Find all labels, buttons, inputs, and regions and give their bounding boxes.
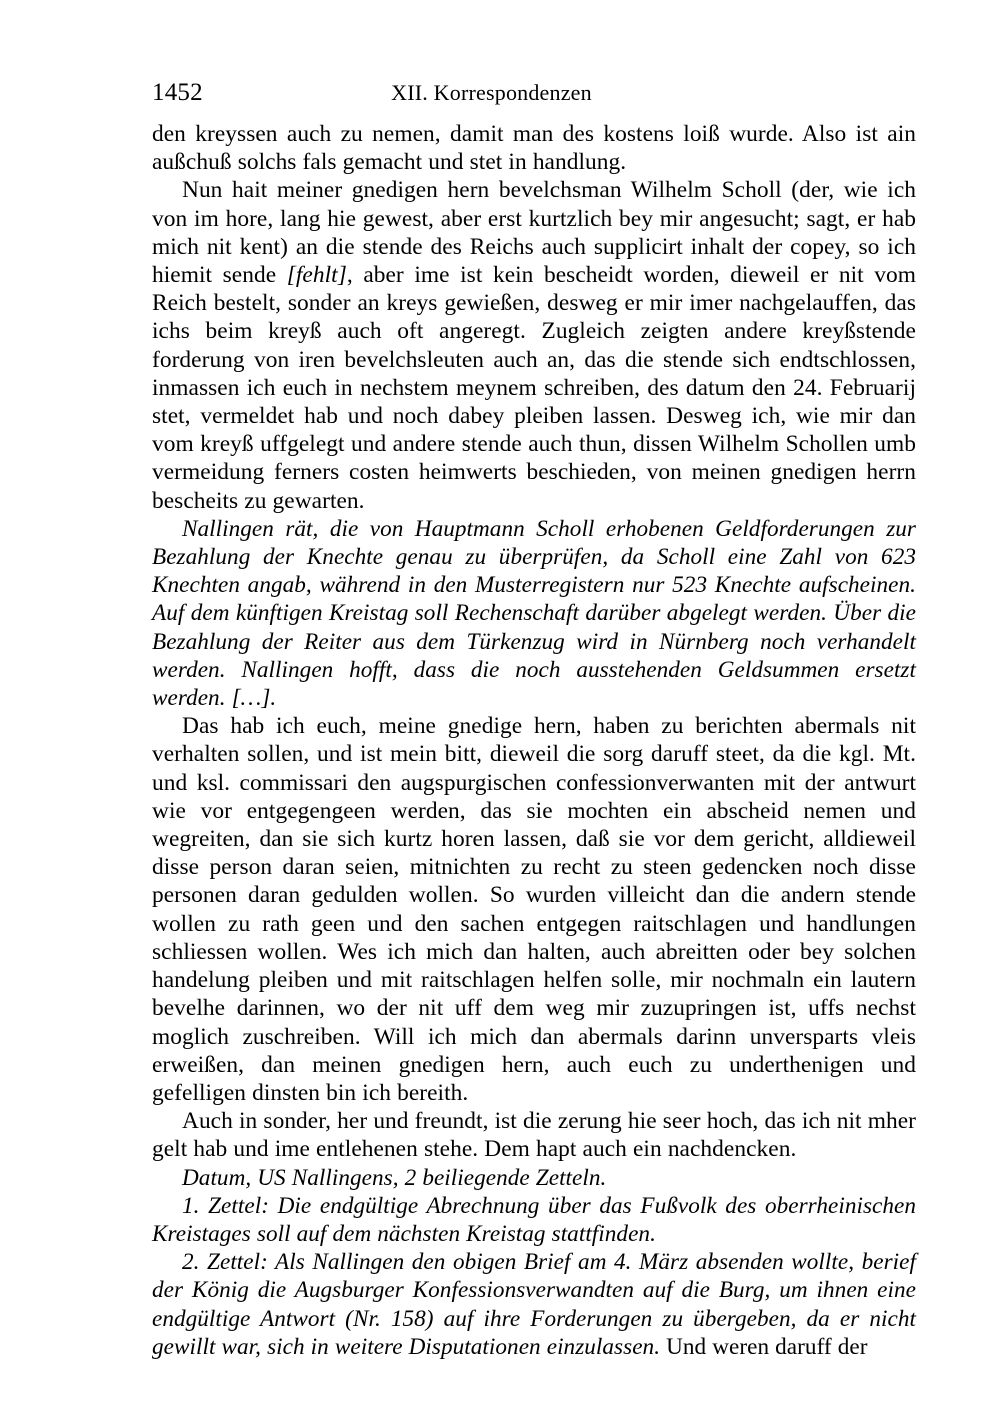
paragraph-2-part-a: Nun hait meiner gnedigen hern bevelchsman Wilhelm Scholl (der, wie ich von im hore, lang hie gewest, aber erst kurtzlich bey mir angesucht; sagt, er hab mich nit kent) an die stende des Reichs auch supplicirt inhalt der copey, so ich hiemit sende (152, 177, 916, 289)
paragraph-5: Auch in sonder, her und freundt, ist die zerung hie seer hoch, das ich nit mher gelt hab und ime entlehenen stehe. Dem hapt auch ein nachdencken. (152, 1108, 916, 1163)
paragraph-8-italic-part: 2. Zettel: Als Nallingen den obigen Brief am 4. März absenden wollte, berief der König die Augsburger Konfessionsverwandten auf die Burg, um ihnen eine endgültige Antwort (Nr. 158) auf ihre Forderungen zu übergeben, da er nicht gewillt war, sich in weitere Disputationen einzulassen. (152, 1249, 916, 1360)
running-head-title: XII. Korrespondenzen (391, 80, 592, 105)
paragraph-8-roman-tail: Und weren daruff der (660, 1333, 868, 1360)
paragraph-7-zettel-1: 1. Zettel: Die endgültige Abrechnung über das Fußvolk des oberrheinischen Kreistages soll auf dem nächsten Kreistag stattfinden. (152, 1192, 916, 1247)
page-number: 1452 (152, 79, 203, 106)
editorial-gap-marker: [fehlt] (286, 262, 347, 289)
paragraph-3-summary: Nallingen rät, die von Hauptmann Scholl erhobenen Geldforderungen zur Bezahlung der Knechte genau zu überprüfen, da Scholl eine Zahl von 623 Knechten angab, während in den Musterregistern nur 523 Knechte aufscheinen. Auf dem künftigen Kreistag soll Rechenschaft darüber abgelegt werden. Über die Bezahlung der Reiter aus dem Türkenzug wird in Nürnberg noch verhandelt werden. Nallingen hofft, dass die noch ausstehenden Geldsummen ersetzt werden. […]. (152, 515, 916, 712)
paragraph-2 (152, 176, 916, 514)
text-block (152, 120, 916, 1361)
running-head (152, 76, 916, 110)
paragraph-6-datum: Datum, US Nallingens, 2 beiliegende Zetteln. (182, 1164, 607, 1191)
paragraph-8-zettel-2 (152, 1248, 916, 1361)
paragraph-4: Das hab ich euch, meine gnedige hern, haben zu berichten abermals nit verhalten sollen, und ist mein bitt, dieweil die sorg daruff steet, da die kgl. Mt. und ksl. commissari den augspurgischen confessionverwanten mit der antwurt wie vor entgegengeen werden, das sie mochten ein abscheid nemen und wegreiten, dan sie sich kurtz horen lassen, daß sie vor dem gericht, alldieweil disse person daran seien, mitnichten zu recht zu steen gedencken noch disse personen daran gedulden wollen. So wurden villeicht dan die andern stende wollen zu rath geen und den sachen entgegen raitschlagen und handlungen schliessen wollen. Wes ich mich dan halten, auch abreitten oder bey solchen handelung pleiben und mit raitschlagen helfen solle, mir nochmaln ein lautern bevelhe darinnen, wo der nit uff dem weg mir zuzupringen ist, uffs nechst moglich zuschreiben. Will ich mich dan abermals darinn unversparts vleis erweißen, dan meinen gnedigen hern, auch euch zu underthenigen und gefelligen dinsten bin ich bereith. (152, 713, 916, 1106)
paragraph-1: den kreyssen auch zu nemen, damit man des kostens loiß wurde. Also ist ain außchuß solchs fals gemacht und stet in handlung. (152, 121, 916, 176)
paragraph-2-part-b: , aber ime ist kein bescheidt worden, dieweil er nit vom Reich bestelt, sonder an kreys gewießen, desweg er mir imer nachgelauffen, das ichs beim kreyß auch oft angeregt. Zugleich zeigten andere kreyßstende forderung von iren bevelchsleuten auch an, das die stende sich endtschlossen, inmassen ich euch in nechstem meynem schreiben, des datum den 24. Februarij stet, vermeldet hab und noch dabey pleiben lassen. Desweg ich, wie mir dan vom kreyß uffgelegt und andere stende auch thun, dissen Wilhelm Schollen umb vermeidung ferners costen heimwerts beschieden, von meinen gnedigen herrn bescheits zu gewarten. (152, 262, 916, 514)
